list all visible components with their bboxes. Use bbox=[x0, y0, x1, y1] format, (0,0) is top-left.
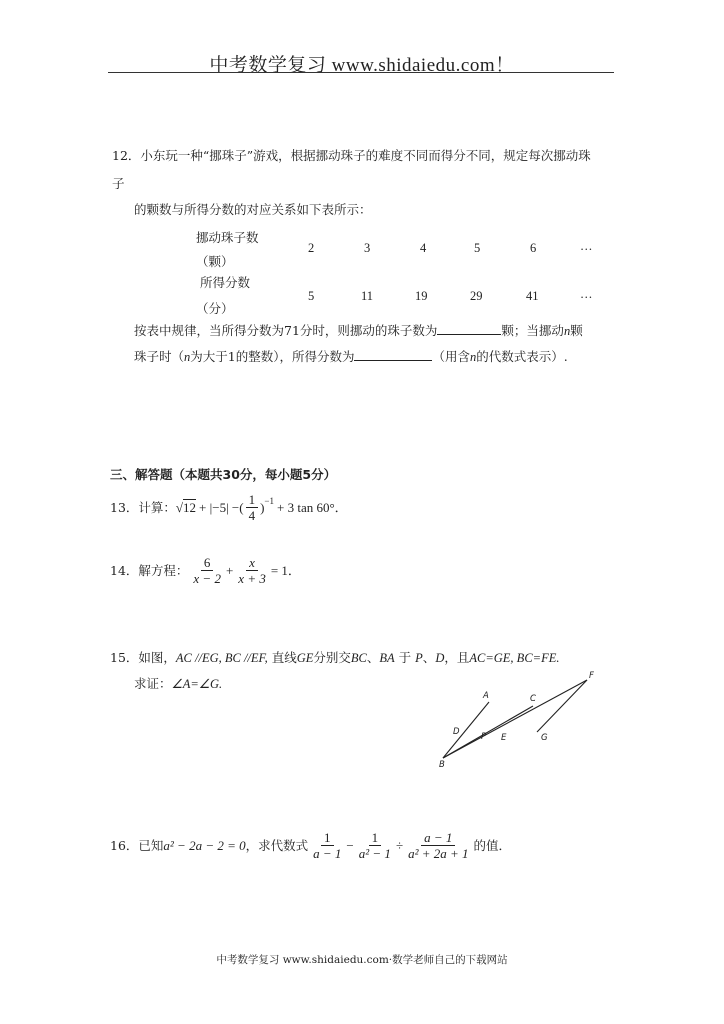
q15-text: 、 bbox=[422, 650, 436, 665]
sqrt-sign: √12 bbox=[175, 499, 197, 515]
q12-line4-text: 的代数式表示）. bbox=[476, 349, 568, 364]
denominator: a² − 1 bbox=[358, 846, 391, 861]
denominator: x − 2 bbox=[193, 571, 221, 586]
radicand: 12 bbox=[183, 499, 197, 515]
numerator: 1 bbox=[369, 830, 382, 846]
table-row2-unit: （分） bbox=[196, 301, 234, 316]
q15-text: 、 bbox=[366, 650, 380, 665]
exponent: −1 bbox=[264, 495, 274, 506]
q15-math: D bbox=[435, 651, 445, 665]
plus-sign: + bbox=[225, 562, 234, 578]
geometry-figure bbox=[430, 670, 600, 770]
denominator: a² + 2a + 1 bbox=[408, 846, 469, 861]
table-row2-cell: 11 bbox=[361, 289, 374, 303]
q12-line2: 的颗数与所得分数的对应关系如下表所示： bbox=[134, 202, 372, 217]
q12-line4-text: 为大于1的整数），所得分数为 bbox=[190, 349, 355, 364]
q12-line3-text: 按表中规律，当所得分数为71分时，则挪动的珠子数为 bbox=[134, 323, 438, 338]
section-title: 三、解答题（本题共30分，每小题5分） bbox=[110, 467, 337, 482]
page-header-title: 中考数学复习 www.shidaiedu.com！ bbox=[209, 55, 515, 76]
table-row1-cell: 4 bbox=[420, 241, 427, 255]
fraction-2 bbox=[356, 830, 394, 861]
q12-line3 bbox=[134, 322, 583, 339]
q15-text: 于 bbox=[398, 650, 412, 665]
q15-text: 求证： bbox=[134, 676, 172, 691]
q12-line1b: 子 bbox=[112, 176, 125, 191]
table-row1-label: 挪动珠子数 bbox=[196, 230, 259, 245]
q12-line4-text: （用含 bbox=[432, 349, 470, 364]
q15-math: GE bbox=[296, 651, 314, 665]
segment-BA bbox=[443, 702, 489, 758]
q15-line1 bbox=[110, 650, 559, 666]
segment-FG bbox=[537, 680, 587, 732]
var-n: n bbox=[470, 350, 477, 364]
table-row2-label: 所得分数 bbox=[200, 275, 251, 290]
q15-line2 bbox=[134, 676, 222, 692]
q12-line4 bbox=[134, 348, 568, 365]
denominator: x + 3 bbox=[238, 571, 266, 586]
divide-sign: ÷ bbox=[395, 837, 404, 853]
q15-math: BC bbox=[350, 651, 367, 665]
label-F: F bbox=[589, 671, 594, 681]
minus-sign: − bbox=[346, 837, 354, 853]
denominator: a − 1 bbox=[313, 846, 342, 861]
numerator: 1 bbox=[321, 830, 334, 846]
q12-table bbox=[0, 0, 724, 330]
label-E: E bbox=[501, 733, 507, 743]
q13-part2: ) bbox=[260, 499, 265, 515]
q13-part1: + |−5| −( bbox=[199, 499, 244, 515]
q12-line3-text: 颗；当挪动 bbox=[501, 323, 564, 338]
fraction-quarter bbox=[246, 492, 259, 523]
q15-text: ，且 bbox=[444, 650, 470, 665]
table-row1-cell: 3 bbox=[364, 241, 371, 255]
q13-part3: + 3 tan 60°． bbox=[277, 499, 348, 515]
label-B: B bbox=[439, 760, 445, 770]
q14-label: 14．解方程： bbox=[110, 562, 189, 578]
fraction-3 bbox=[405, 830, 471, 861]
denominator: 4 bbox=[248, 508, 256, 523]
q14-rhs: = 1． bbox=[270, 562, 301, 578]
label-D: D bbox=[453, 727, 460, 737]
q15-math: P bbox=[415, 651, 423, 665]
q15-math: AC //EG, BC //EF, bbox=[175, 651, 268, 665]
fraction-1 bbox=[310, 830, 344, 861]
numerator: 6 bbox=[201, 555, 214, 571]
table-row2-cell: 41 bbox=[526, 289, 539, 303]
label-C: C bbox=[530, 694, 536, 704]
numerator: x bbox=[246, 555, 258, 571]
q13-label: 13．计算： bbox=[110, 499, 176, 515]
table-row1-unit: （颗） bbox=[196, 254, 234, 269]
table-row1-cell: 6 bbox=[530, 241, 537, 255]
answer-blank-1[interactable] bbox=[437, 322, 501, 335]
q14 bbox=[110, 555, 301, 586]
q16-end: 的值． bbox=[473, 837, 512, 853]
var-n: n bbox=[184, 350, 191, 364]
table-row2-cell: 19 bbox=[415, 289, 428, 303]
q15-text: 15．如图， bbox=[110, 650, 176, 665]
fraction-2 bbox=[235, 555, 269, 586]
q15-math: AC=GE, BC=FE. bbox=[469, 651, 560, 665]
table-row2-cell: 29 bbox=[470, 289, 483, 303]
q16 bbox=[110, 830, 511, 861]
q16-condition: a² − 2a − 2 = 0 bbox=[163, 837, 246, 853]
q15-text: 分别交 bbox=[313, 650, 351, 665]
q12-line1: 12．小东玩一种“挪珠子”游戏，根据挪动珠子的难度不同而得分不同，规定每次挪动珠 bbox=[112, 148, 591, 163]
numerator: 1 bbox=[246, 492, 259, 508]
q13 bbox=[110, 492, 348, 523]
label-P: P bbox=[481, 732, 487, 742]
answer-blank-2[interactable] bbox=[354, 348, 432, 361]
numerator: a − 1 bbox=[421, 830, 455, 846]
var-n: n bbox=[563, 324, 571, 338]
table-row1-cell: 5 bbox=[474, 241, 481, 255]
q16-label: 16．已知 bbox=[110, 837, 164, 853]
segment-BF bbox=[443, 680, 587, 758]
q16-mid: ，求代数式 bbox=[245, 837, 309, 853]
table-row1-cell: … bbox=[580, 239, 593, 253]
table-row1-cell: 2 bbox=[308, 241, 315, 255]
table-row2-cell: 5 bbox=[308, 289, 315, 303]
q15-text: 直线 bbox=[271, 650, 297, 665]
page-footer: 中考数学复习 www.shidaiedu.com·数学老师自己的下载网站 bbox=[216, 954, 508, 966]
q15-math: BA bbox=[379, 651, 395, 665]
label-A: A bbox=[483, 691, 489, 701]
label-G: G bbox=[541, 733, 548, 743]
fraction-1 bbox=[190, 555, 224, 586]
q12-line3-text: 颗 bbox=[570, 323, 583, 338]
table-row2-cell: … bbox=[580, 287, 593, 301]
q12-line4-text: 珠子时（ bbox=[134, 349, 185, 364]
q15-math: ∠A=∠G. bbox=[171, 677, 223, 691]
